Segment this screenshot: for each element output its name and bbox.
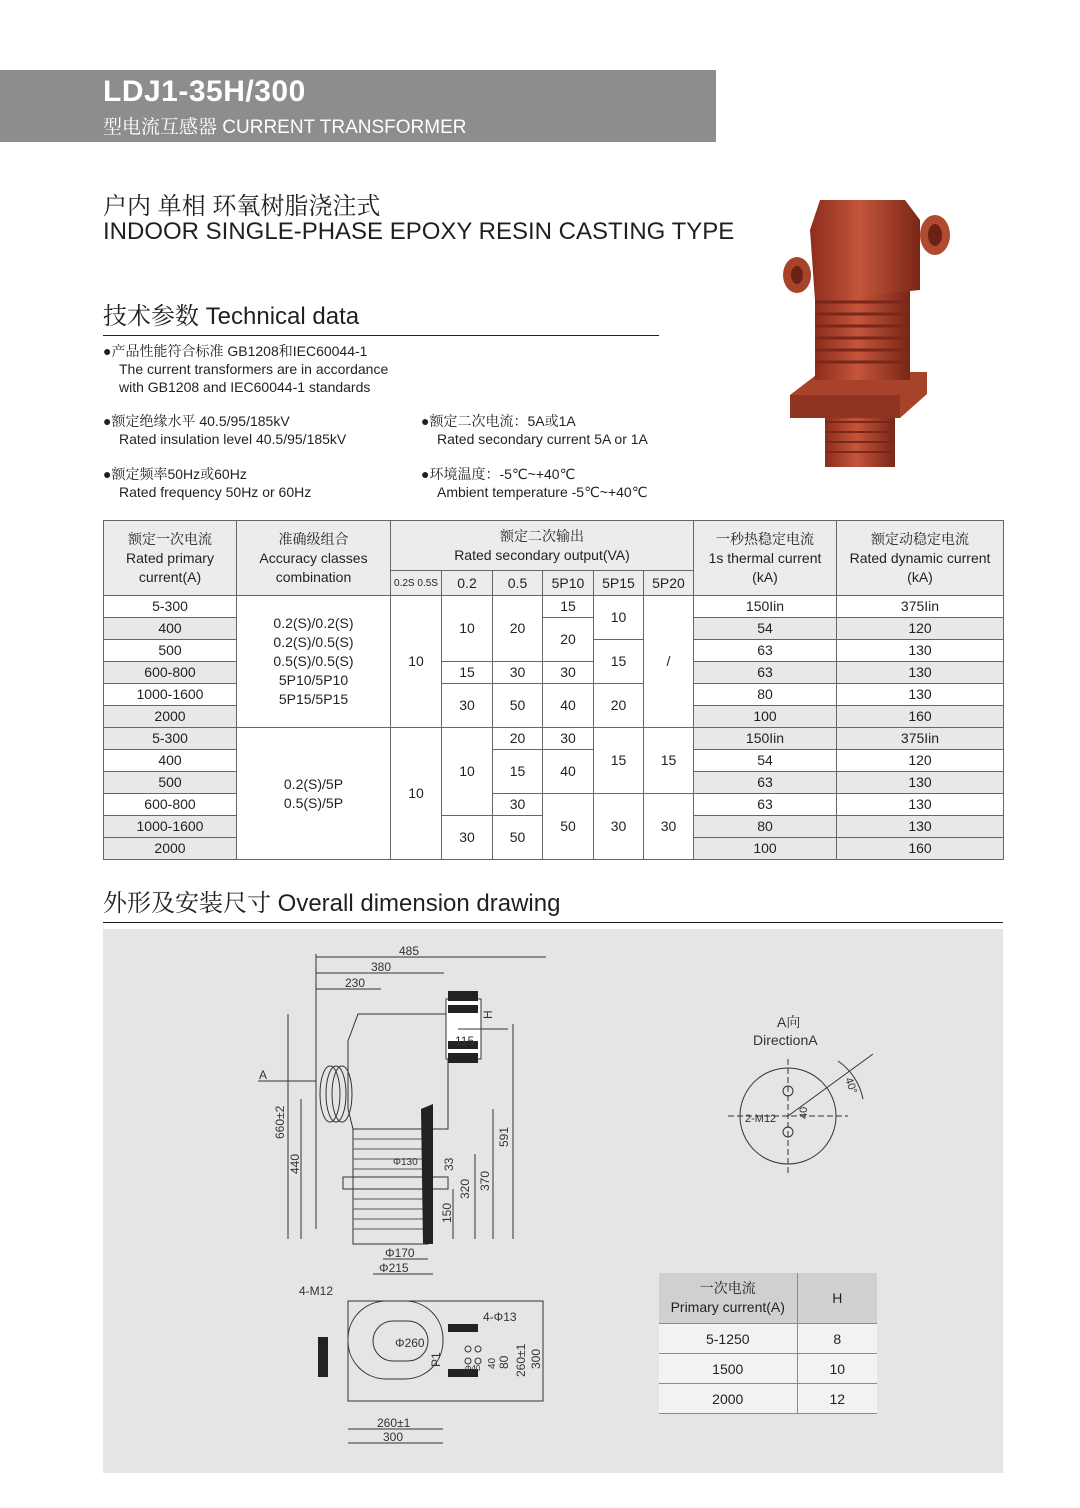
h-table-h: 12 — [797, 1384, 877, 1414]
spec-secondary — [421, 412, 648, 448]
col-primary-header — [104, 521, 237, 596]
col-thermal-en2: (kA) — [752, 568, 778, 585]
col-dynamic-en2: (kA) — [907, 568, 933, 585]
g2-thermal: 100 — [694, 838, 837, 860]
g2-accuracy — [237, 728, 391, 860]
g2-05: 30 — [493, 794, 543, 816]
g2-dynamic: 120 — [837, 750, 1004, 772]
g2-02: 30 — [442, 816, 493, 860]
g2-accuracy-line: 0.2(S)/5P — [283, 775, 344, 792]
spec-standard — [103, 342, 388, 396]
technical-data-heading: 技术参数 Technical data — [103, 296, 659, 336]
g2-current: 1000-1600 — [104, 816, 237, 838]
g1-thermal: 63 — [694, 640, 837, 662]
g1-05: 30 — [493, 662, 543, 684]
model-subtitle: 型电流互感器 CURRENT TRANSFORMER — [103, 117, 467, 138]
g2-dynamic: 130 — [837, 794, 1004, 816]
col-dynamic-header — [837, 521, 1004, 596]
g2-s: 10 — [391, 728, 442, 860]
col-accuracy-zh: 准确级组合 — [278, 530, 349, 547]
subcol-5p15: 5P15 — [594, 571, 644, 596]
g1-accuracy-line: 0.5(S)/0.5(S) — [273, 653, 354, 669]
col-thermal-zh: 一秒热稳定电流 — [716, 530, 814, 547]
g1-current: 5-300 — [104, 596, 237, 618]
g1-5p10: 20 — [543, 618, 594, 662]
h-table-h: 10 — [797, 1354, 877, 1384]
spec-temperature — [421, 465, 647, 501]
g2-thermal: 54 — [694, 750, 837, 772]
g1-accuracy-line: 0.2(S)/0.2(S) — [273, 615, 354, 631]
h-table-h: 8 — [797, 1324, 877, 1354]
g1-dynamic: 130 — [837, 684, 1004, 706]
g2-5p15: 30 — [594, 794, 644, 860]
dim-H: H — [481, 1010, 495, 1019]
g2-thermal: 150Iin — [694, 728, 837, 750]
spec-secondary-en: Rated secondary current 5A or 1A — [437, 431, 648, 447]
col-output-header — [391, 521, 694, 571]
g1-02: 10 — [442, 596, 493, 662]
dim-591: 591 — [497, 1126, 511, 1147]
dim-320: 320 — [458, 1178, 472, 1199]
g1-thermal: 80 — [694, 684, 837, 706]
type-heading-zh: 户内 单相 环氧树脂浇注式 — [103, 193, 381, 220]
spec-table — [103, 520, 1004, 860]
spec-secondary-zh: ● 额定二次电流：5A或1A — [421, 413, 576, 429]
g1-thermal: 54 — [694, 618, 837, 640]
col-output-zh: 额定二次输出 — [500, 527, 584, 544]
g2-5p10: 50 — [543, 794, 594, 860]
g2-05: 50 — [493, 816, 543, 860]
g1-thermal: 150Iin — [694, 596, 837, 618]
col-thermal-en1: 1s thermal current — [708, 549, 822, 566]
g1-05: 50 — [493, 684, 543, 728]
g2-thermal: 63 — [694, 794, 837, 816]
col-dynamic-zh: 额定动稳定电流 — [871, 530, 969, 547]
col-primary-zh: 额定一次电流 — [128, 530, 212, 547]
g1-02: 15 — [442, 662, 493, 684]
h-table — [659, 1273, 877, 1414]
g1-5p15: 15 — [594, 640, 644, 684]
spec-frequency — [103, 465, 311, 501]
g1-current: 500 — [104, 640, 237, 662]
g1-accuracy-line: 0.2(S)/0.5(S) — [273, 634, 354, 650]
col-dynamic-en1: Rated dynamic current — [849, 549, 991, 566]
g1-accuracy-line: 5P10/5P10 — [278, 672, 349, 688]
subcol-5p10: 5P10 — [543, 571, 594, 596]
g1-5p10: 30 — [543, 662, 594, 684]
g1-thermal: 100 — [694, 706, 837, 728]
g1-dynamic: 375Iin — [837, 596, 1004, 618]
spec-temperature-en: Ambient temperature -5℃~+40℃ — [437, 484, 648, 500]
g2-accuracy-line: 0.5(S)/5P — [283, 794, 344, 811]
g2-current: 400 — [104, 750, 237, 772]
dim-300-horiz: 300 — [383, 1430, 404, 1444]
g2-dynamic: 130 — [837, 772, 1004, 794]
dim-80: 80 — [497, 1355, 511, 1369]
dim-440: 440 — [288, 1153, 302, 1174]
g1-dynamic: 130 — [837, 662, 1004, 684]
dim-phi130: Φ130 — [393, 1157, 418, 1168]
g1-current: 2000 — [104, 706, 237, 728]
subcol-05: 0.5 — [493, 571, 543, 596]
spec-standard-zh: ● 产品性能符合标准 GB1208和IEC60044-1 — [103, 343, 367, 359]
spec-temperature-zh: ● 环境温度：-5℃~+40℃ — [421, 466, 575, 482]
col-thermal-header — [694, 521, 837, 596]
dim-370: 370 — [478, 1170, 492, 1191]
spec-insulation-zh: ● 额定绝缘水平 40.5/95/185kV — [103, 413, 290, 429]
spec-frequency-en: Rated frequency 50Hz or 60Hz — [119, 484, 312, 500]
g1-current: 1000-1600 — [104, 684, 237, 706]
spec-frequency-zh: ● 额定频率50Hz或60Hz — [103, 466, 247, 482]
dim-phi40: Φ40 — [465, 1364, 481, 1373]
g1-s: 10 — [391, 596, 442, 728]
g2-dynamic: 160 — [837, 838, 1004, 860]
g1-05: 20 — [493, 596, 543, 662]
subcol-02: 0.2 — [442, 571, 493, 596]
g2-current: 2000 — [104, 838, 237, 860]
g2-current: 600-800 — [104, 794, 237, 816]
dim-phi260: Φ260 — [395, 1336, 425, 1350]
g2-thermal: 80 — [694, 816, 837, 838]
g1-current: 600-800 — [104, 662, 237, 684]
g2-5p20: 15 — [644, 728, 694, 794]
g1-5p20: / — [644, 596, 694, 728]
subcol-5p20: 5P20 — [644, 571, 694, 596]
subcol-02s05s: 0.2S 0.5S — [391, 571, 442, 596]
dim-115: 115 — [455, 1034, 475, 1048]
g1-5p15: 20 — [594, 684, 644, 728]
g2-5p20: 30 — [644, 794, 694, 860]
product-image — [775, 190, 975, 480]
g1-dynamic: 120 — [837, 618, 1004, 640]
dim-40b: 40 — [487, 1357, 498, 1369]
g1-thermal: 63 — [694, 662, 837, 684]
g2-02: 10 — [442, 728, 493, 816]
dim-2m12: 2-M12 — [745, 1113, 777, 1125]
dim-485: 485 — [399, 944, 420, 958]
g1-accuracy — [237, 596, 391, 728]
col-accuracy-en2: combination — [275, 568, 352, 585]
dim-A-label: A — [259, 1068, 268, 1082]
dim-P1: P1 — [429, 1352, 443, 1367]
g1-dynamic: 130 — [837, 640, 1004, 662]
direction-zh: A向 — [777, 1014, 801, 1030]
g2-dynamic: 130 — [837, 816, 1004, 838]
dim-phi170: Φ170 — [385, 1246, 415, 1260]
direction-en: DirectionA — [753, 1032, 818, 1048]
col-primary-en2: current(A) — [138, 568, 202, 585]
g1-current: 400 — [104, 618, 237, 640]
dim-380: 380 — [371, 960, 392, 974]
g2-current: 500 — [104, 772, 237, 794]
g1-5p15: 10 — [594, 596, 644, 640]
dim-260-vert: 260±1 — [514, 1343, 528, 1377]
dim-230: 230 — [345, 976, 366, 990]
col-accuracy-en1: Accuracy classes — [259, 549, 368, 566]
dim-660: 660±2 — [273, 1105, 287, 1139]
h-table-head-current — [659, 1273, 797, 1324]
dim-260-horiz: 260±1 — [377, 1416, 411, 1430]
g1-5p10: 40 — [543, 684, 594, 728]
g2-5p10: 40 — [543, 750, 594, 794]
spec-insulation — [103, 412, 346, 448]
dimension-heading: 外形及安装尺寸 Overall dimension drawing — [103, 883, 1003, 923]
dim-33: 33 — [442, 1157, 456, 1171]
h-table-head-h: H — [797, 1273, 877, 1324]
dim-4m12: 4-M12 — [299, 1284, 334, 1298]
g2-5p15: 15 — [594, 728, 644, 794]
col-accuracy-header — [237, 521, 391, 596]
g2-05: 15 — [493, 750, 543, 794]
spec-standard-en1: The current transformers are in accordance — [119, 361, 389, 377]
col-primary-en1: Rated primary — [126, 549, 214, 566]
type-heading-en: INDOOR SINGLE-PHASE EPOXY RESIN CASTING TYPE — [103, 218, 735, 245]
h-table-head-zh: 一次电流 — [699, 1280, 756, 1296]
dim-40deg: 40° — [842, 1075, 860, 1096]
model-title: LDJ1-35H/300 — [103, 75, 306, 108]
dim-150: 150 — [440, 1202, 454, 1223]
spec-insulation-en: Rated insulation level 40.5/95/185kV — [119, 431, 347, 447]
g2-dynamic: 375Iin — [837, 728, 1004, 750]
col-output-en: Rated secondary output(VA) — [454, 546, 630, 563]
dim-40-direction: 40 — [798, 1106, 810, 1119]
g1-02: 30 — [442, 684, 493, 728]
g2-current: 5-300 — [104, 728, 237, 750]
g1-dynamic: 160 — [837, 706, 1004, 728]
dim-4phi13: 4-Φ13 — [483, 1310, 517, 1324]
dim-phi215: Φ215 — [379, 1261, 409, 1275]
g2-05: 20 — [493, 728, 543, 750]
h-table-current: 1500 — [659, 1354, 797, 1384]
h-table-head-en: Primary current(A) — [670, 1299, 785, 1315]
g1-5p10: 15 — [543, 596, 594, 618]
g1-accuracy-line: 5P15/5P15 — [278, 691, 349, 707]
h-table-current: 5-1250 — [659, 1324, 797, 1354]
dim-300-vert: 300 — [529, 1348, 543, 1369]
g2-thermal: 63 — [694, 772, 837, 794]
g2-5p10: 30 — [543, 728, 594, 750]
spec-standard-en2: with GB1208 and IEC60044-1 standards — [119, 379, 371, 395]
h-table-current: 2000 — [659, 1384, 797, 1414]
